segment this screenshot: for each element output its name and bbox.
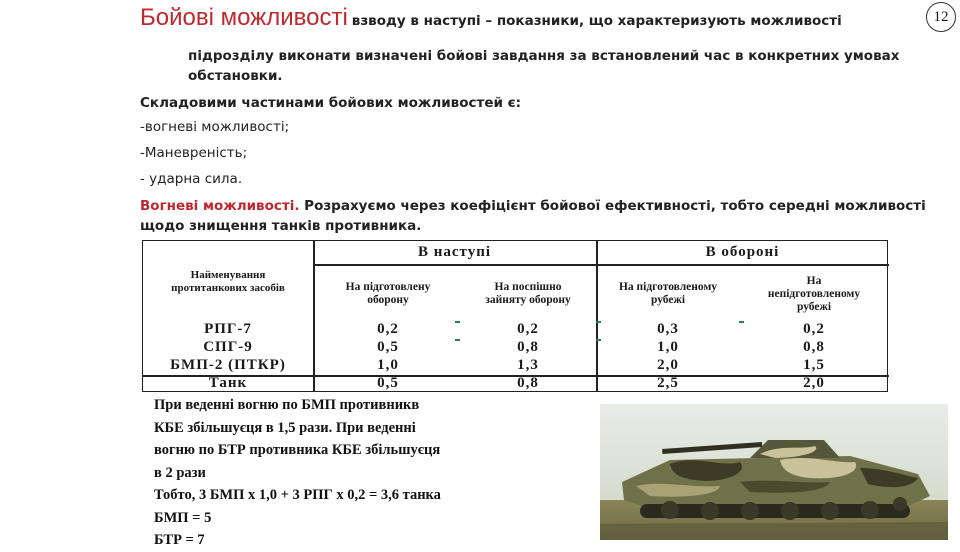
component-fire: -вогневі можливості; xyxy=(140,119,290,135)
title-rest: взводу в наступі – показники, що характеризують можливості xyxy=(351,13,842,29)
cell: 1,3 xyxy=(517,357,539,373)
bmp-vehicle-photo xyxy=(600,404,948,540)
row-name-spg9: СПГ-9 xyxy=(203,339,253,355)
kbe-table xyxy=(142,240,888,392)
fire-paragraph xyxy=(140,196,940,236)
page-number: 12 xyxy=(926,2,956,32)
cell: 0,2 xyxy=(803,321,825,337)
note-line: БМП = 5 xyxy=(154,509,212,526)
header-weapon-name: Найменування протитанкових засобів xyxy=(171,269,285,294)
cell: 0,5 xyxy=(377,375,399,391)
intro-continuation: підрозділу виконати визначені бойові завдання за встановлений час в конкретних умовах обстановки. xyxy=(188,48,900,84)
cell: 2,0 xyxy=(803,375,825,391)
cell: 1,0 xyxy=(657,339,679,355)
cell: 2,5 xyxy=(657,375,679,391)
subheader-unprepared-line: На непідготовленому рубежі xyxy=(767,275,861,313)
cell: 0,5 xyxy=(377,339,399,355)
note-line: При веденні вогню по БМП противникв xyxy=(154,397,420,413)
header-defense: В обороні xyxy=(705,244,780,260)
cell: 0,8 xyxy=(517,339,539,355)
subheader-hasty-defense: На поспішно зайняту оборону xyxy=(485,281,571,306)
cell: 0,3 xyxy=(657,321,679,337)
components-heading: Складовими частинами бойових можливостей є: xyxy=(140,95,522,111)
component-strike: - ударна сила. xyxy=(140,171,243,187)
subheader-prepared-line: На підготовленому рубежі xyxy=(618,281,718,306)
cell: 0,8 xyxy=(803,339,825,355)
header-offense: В наступі xyxy=(417,244,492,260)
fire-paragraph-rest: Розрахуємо через коефіцієнт бойової ефективності, тобто середні можливості щодо знищення танків противника. xyxy=(140,198,926,234)
cell: 1,0 xyxy=(377,357,399,373)
note-line: БТР = 7 xyxy=(154,532,205,548)
component-maneuver: -Маневреність; xyxy=(140,145,248,161)
subheader-prepared-defense: На підготовлену оборону xyxy=(345,281,431,306)
row-name-bmp2: БМП-2 (ПТКР) xyxy=(170,357,286,373)
notes-block xyxy=(154,394,574,552)
cell: 0,2 xyxy=(377,321,399,337)
cell: 0,2 xyxy=(517,321,539,337)
note-line: в 2 рази xyxy=(154,464,206,481)
row-name-rpg7: РПГ-7 xyxy=(204,321,252,337)
cell: 2,0 xyxy=(657,357,679,373)
title-main: Бойові можливості xyxy=(140,4,348,31)
fire-paragraph-red: Вогневі можливості. xyxy=(140,198,300,214)
cell: 0,8 xyxy=(517,375,539,391)
slide-title xyxy=(140,4,920,32)
note-line: вогню по БТР противника КБЕ збільшуєця xyxy=(154,442,441,458)
row-name-tank: Танк xyxy=(208,375,248,391)
cell: 1,5 xyxy=(803,357,825,373)
note-line: Тобто, 3 БМП х 1,0 + 3 РПГ х 0,2 = 3,6 танка xyxy=(154,487,441,503)
note-line: КБЕ збільшуєця в 1,5 рази. При веденні xyxy=(154,419,416,436)
